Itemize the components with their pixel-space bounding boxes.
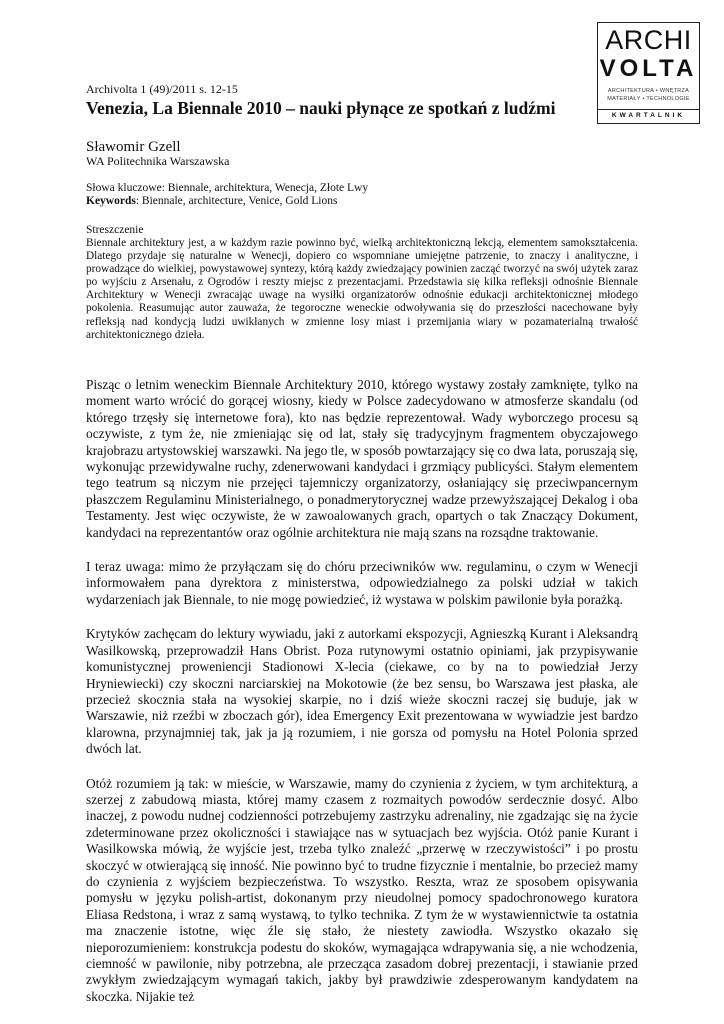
- abstract-heading: Streszczenie: [86, 224, 144, 236]
- author-name: Sławomir Gzell: [86, 139, 181, 155]
- journal-logo: [597, 22, 700, 124]
- keywords-block: [86, 182, 646, 208]
- keywords-pl: Słowa kluczowe: Biennale, architektura, Wenecja, Złote Lwy: [86, 182, 369, 194]
- logo-subtitle-line1: ARCHITEKTURA • WNĘTRZA: [607, 88, 690, 94]
- citation: Archivolta 1 (49)/2011 s. 12-15: [86, 82, 238, 96]
- body-paragraph: Otóż rozumiem ją tak: w mieście, w Warszawie, mamy do czynienia z życiem, w tym architekturą, a szerzej z zabudową miasta, której mamy czasem z rozmaitych powodów serdecznie dosyć. Albo inaczej, z powodu nudnej codzienności potrzebujemy zastrzyku adrenaliny, nie zgadzając się na życie zdeterminowane przez okoliczności i stawiające nas w sytuacjach bez wyjścia. Otóż panie Kurant i Wasilkowska mówią, że wyjście jest, trzeba tylko znaleźć „przerwę w rzeczywistości” i po prostu skoczyć w otwierającą się inność. Nie powinno być to trudne fizycznie i mentalnie, bo przecież mamy do czynienia z wyjściem bezpieczeństwa. To wszystko. Reszta, wraz ze sposobem opisywania pomysłu w języku polish-artist, dokonanym przy nieudolnej pomocy spadochronowego kuratora Eliasa Redstona, i wraz z samą wystawą, to tylko technika. Z tym że w wystawiennictwie ta ostatnia ma znaczenie istotne, więc źle się stało, że niestety zawiodła. Wszystko okazało się nieporozumieniem: konstrukcja podestu do skoków, wymagająca wdrapywania się, a nie wchodzenia, ciemność w pawilonie, niby potrzebna, ale przecząca zasadom dobrej prezentacji, i stawianie przed zwykłym zwiedzającym wymagań takich, jakby był prawdziwie zdesperowanym kandydatem na skoczka. Nijakie też: [86, 775, 638, 1004]
- article-title: Venezia, La Biennale 2010 – nauki płynące ze spotkań z ludźmi: [86, 98, 556, 118]
- keywords-en-label: Keywords: [86, 195, 136, 207]
- author-affiliation: WA Politechnika Warszawska: [86, 154, 230, 168]
- body-paragraph: Pisząc o letnim weneckim Biennale Architektury 2010, którego wystawy zostały zamknięte, tylko na moment warto wrócić do gorącej wiosny, kiedy w Polsce zadecydowano w atmosferze skandalu (od którego trzęsły się internetowe fora), kto nas będzie reprezentował. Wady wyborczego procesu są oczywiste, z tym że, nie zmieniając się od lat, stały się tradycyjnym fragmentem obyczajowego krajobrazu artystowskiej warszawki. Na jego tle, w sposób powtarzający się co dwa lata, poruszają się, wykonując przewidywalne ruchy, zdenerwowani kandydaci i grzmiący publicyści. Stałym elementem tego teatrum są niczym nie przejęci tajemniczy organizatorzy, osłaniający się przeciwpancernym płaszczem Regulaminu Ministerialnego, o ponadmerytorycznej wadze przewyższającej Dekalog i oba Testamenty. Jest więc oczywiste, że w zawoalowanych grach, opartych o tak Znaczący Dokument, kandydaci na reprezentantów oraz ogólnie architektura nie mają szans na rozsądne traktowanie.: [86, 377, 638, 540]
- article-body: [86, 377, 638, 1023]
- keywords-en: [86, 195, 646, 208]
- keywords-en-text: : Biennale, architecture, Venice, Gold Lions: [135, 195, 338, 207]
- body-paragraph: Krytyków zachęcam do lektury wywiadu, jaki z autorkami ekspozycji, Agnieszką Kurant i Aleksandrą Wasilkowską, przeprowadził Hans Obrist. Poza rutynowymi ostatnio opiniami, jak przypisywanie komunistycznej proweniencji Stadionowi X-lecia (ciekawe, co by na to powiedział Jerzy Hryniewiecki) czy skoczni narciarskiej na Mokotowie (że bez sensu, bo Warszawa jest płaska, ale przecież skocznia stała na wysokiej skarpie, no i dziś wieże skoczni raczej się buduje, jak w Warszawie, niż rzeźbi w zboczach gór), idea Emergency Exit prezentowana w wywiadzie jest bardzo klarowna, przynajmniej tak, jak ja ją rozumiem, i nie gorsza od pomysłu na Hotel Polonia sprzed dwóch lat.: [86, 626, 638, 757]
- abstract-text: Biennale architektury jest, a w każdym razie powinno być, wielką architektoniczną lekcją, elementem samokształcenia. Dlatego przydaje się naturalne w Wenecji, dopiero co wspomniane umiejętne patrzenie, to znaczy i analityczne, i prowadzące do wielkiej, powystawowej syntezy, którą każdy zwiedzający powinien zacząć tworzyć na swój użytek zaraz po wyjściu z Arsenału, z Ogrodów i reszty miejsc z prezentacjami. Przedstawia się kilka refleksji odnośnie Biennale Architektury w Wenecji zwracając uwage na wysiłki organizatorów odnośnie edukacji architektonicznej młodego pokolenia. Reasumując autor zauważa, że tegoroczne weneckie odwoływania się do przeszłości nacechowane były refleksją nad kondycją ludzi uwikłanych w zmienne losy miast i przemijania wiary w pozamaterialną trwałość architektonicznego dzieła.: [86, 237, 638, 341]
- body-paragraph: I teraz uwaga: mimo że przyłączam się do chóru przeciwników ww. regulaminu, o czym w Wenecji informowałem pana dyrektora z ministerstwa, odpowiedzialnego za polski udział w takich wydarzeniach jak Biennale, to nie mogę powiedzieć, iż wystawa w polskim pawilonie była porażką.: [86, 559, 638, 607]
- logo-text-volta: VOLTA: [599, 55, 698, 82]
- logo-subtitle: [602, 87, 695, 103]
- logo-kwartalnik: KWARTALNIK: [611, 112, 686, 119]
- logo-text-archi: ARCHI: [605, 25, 692, 55]
- logo-divider: [598, 109, 699, 110]
- logo-subtitle-line2: MATERIAŁY • TECHNOLOGIE: [607, 96, 690, 102]
